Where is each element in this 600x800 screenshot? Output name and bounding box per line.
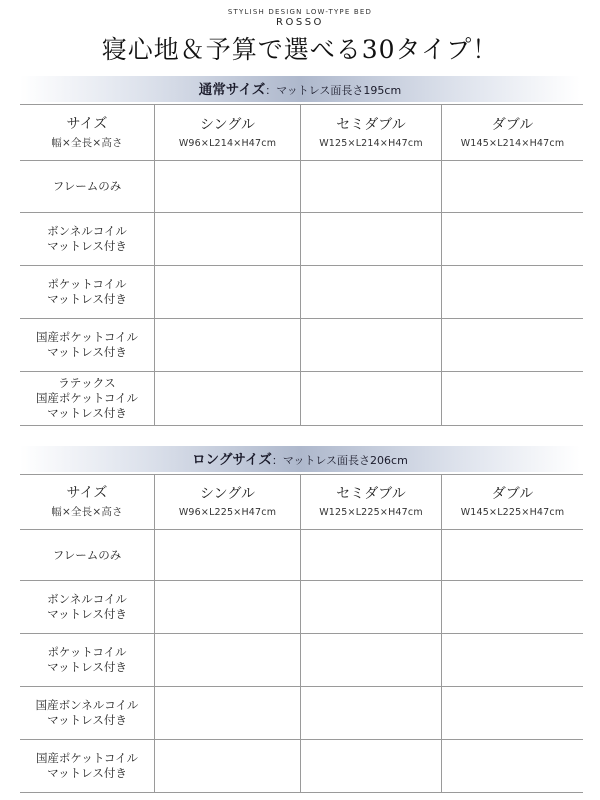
table-row [20,530,583,581]
page-title: 寝心地＆予算で選べる30タイプ！ [101,35,499,64]
header-semi-double: セミダブル W125×L214×H47cm [301,105,442,161]
table-cell [155,530,301,581]
header-size-label: サイズ 幅×全長×高さ [20,475,155,530]
row-label: ポケットコイル マットレス付き [20,634,155,687]
section-banner [20,76,580,102]
table-cell [442,266,584,319]
header-double: ダブル W145×L214×H47cm [442,105,584,161]
table-cell [301,530,442,581]
table-cell [301,634,442,687]
row-label: 国産ポケットコイル マットレス付き [20,319,155,372]
table-row [20,319,583,372]
banner-subtitle: ：マットレス面長さ206cm [271,454,408,467]
table-cell [155,687,301,740]
table-row [20,266,583,319]
table-row [20,634,583,687]
banner-title: ロングサイズ [192,452,272,468]
table-cell [155,740,301,793]
table-cell [442,687,584,740]
table-row [20,687,583,740]
table-cell [301,740,442,793]
table-row [20,740,583,793]
header-single: シングル W96×L214×H47cm [155,105,301,161]
table-cell [301,319,442,372]
table-cell [301,372,442,426]
table-cell [155,266,301,319]
banner-subtitle: ：マットレス面長さ195cm [265,84,402,97]
row-label: ポケットコイル マットレス付き [20,266,155,319]
table-cell [301,213,442,266]
table-cell [442,161,584,213]
row-label: フレームのみ [20,161,155,213]
section-banner [20,446,580,472]
table-cell [155,372,301,426]
table-cell [442,634,584,687]
table-cell [301,266,442,319]
header-semi-double: セミダブル W125×L225×H47cm [301,475,442,530]
header-double: ダブル W145×L225×H47cm [442,475,584,530]
size-table [20,474,583,793]
table-cell [155,213,301,266]
row-label: ボンネルコイル マットレス付き [20,581,155,634]
table-row [20,372,583,426]
row-label: 国産ポケットコイル マットレス付き [20,740,155,793]
row-label: ラテックス 国産ポケットコイル マットレス付き [20,372,155,426]
brand-logo: ROSSO [276,17,324,28]
row-label: ボンネルコイル マットレス付き [20,213,155,266]
table-header-row [20,475,583,530]
table-cell [301,161,442,213]
table-cell [155,581,301,634]
table-cell [442,581,584,634]
table-cell [155,634,301,687]
row-label: 国産ボンネルコイル マットレス付き [20,687,155,740]
table-cell [301,687,442,740]
table-row [20,213,583,266]
table-cell [155,319,301,372]
table-header-row [20,105,583,161]
size-table [20,104,583,426]
tagline: STYLISH DESIGN LOW-TYPE BED [227,8,373,16]
header-single: シングル W96×L225×H47cm [155,475,301,530]
table-cell [442,213,584,266]
table-cell [442,530,584,581]
table-cell [155,161,301,213]
table-row [20,581,583,634]
table-cell [442,372,584,426]
table-cell [442,319,584,372]
table-cell [442,740,584,793]
header-size-label: サイズ 幅×全長×高さ [20,105,155,161]
table-cell [301,581,442,634]
row-label: フレームのみ [20,530,155,581]
banner-title: 通常サイズ [198,82,266,98]
table-row [20,161,583,213]
